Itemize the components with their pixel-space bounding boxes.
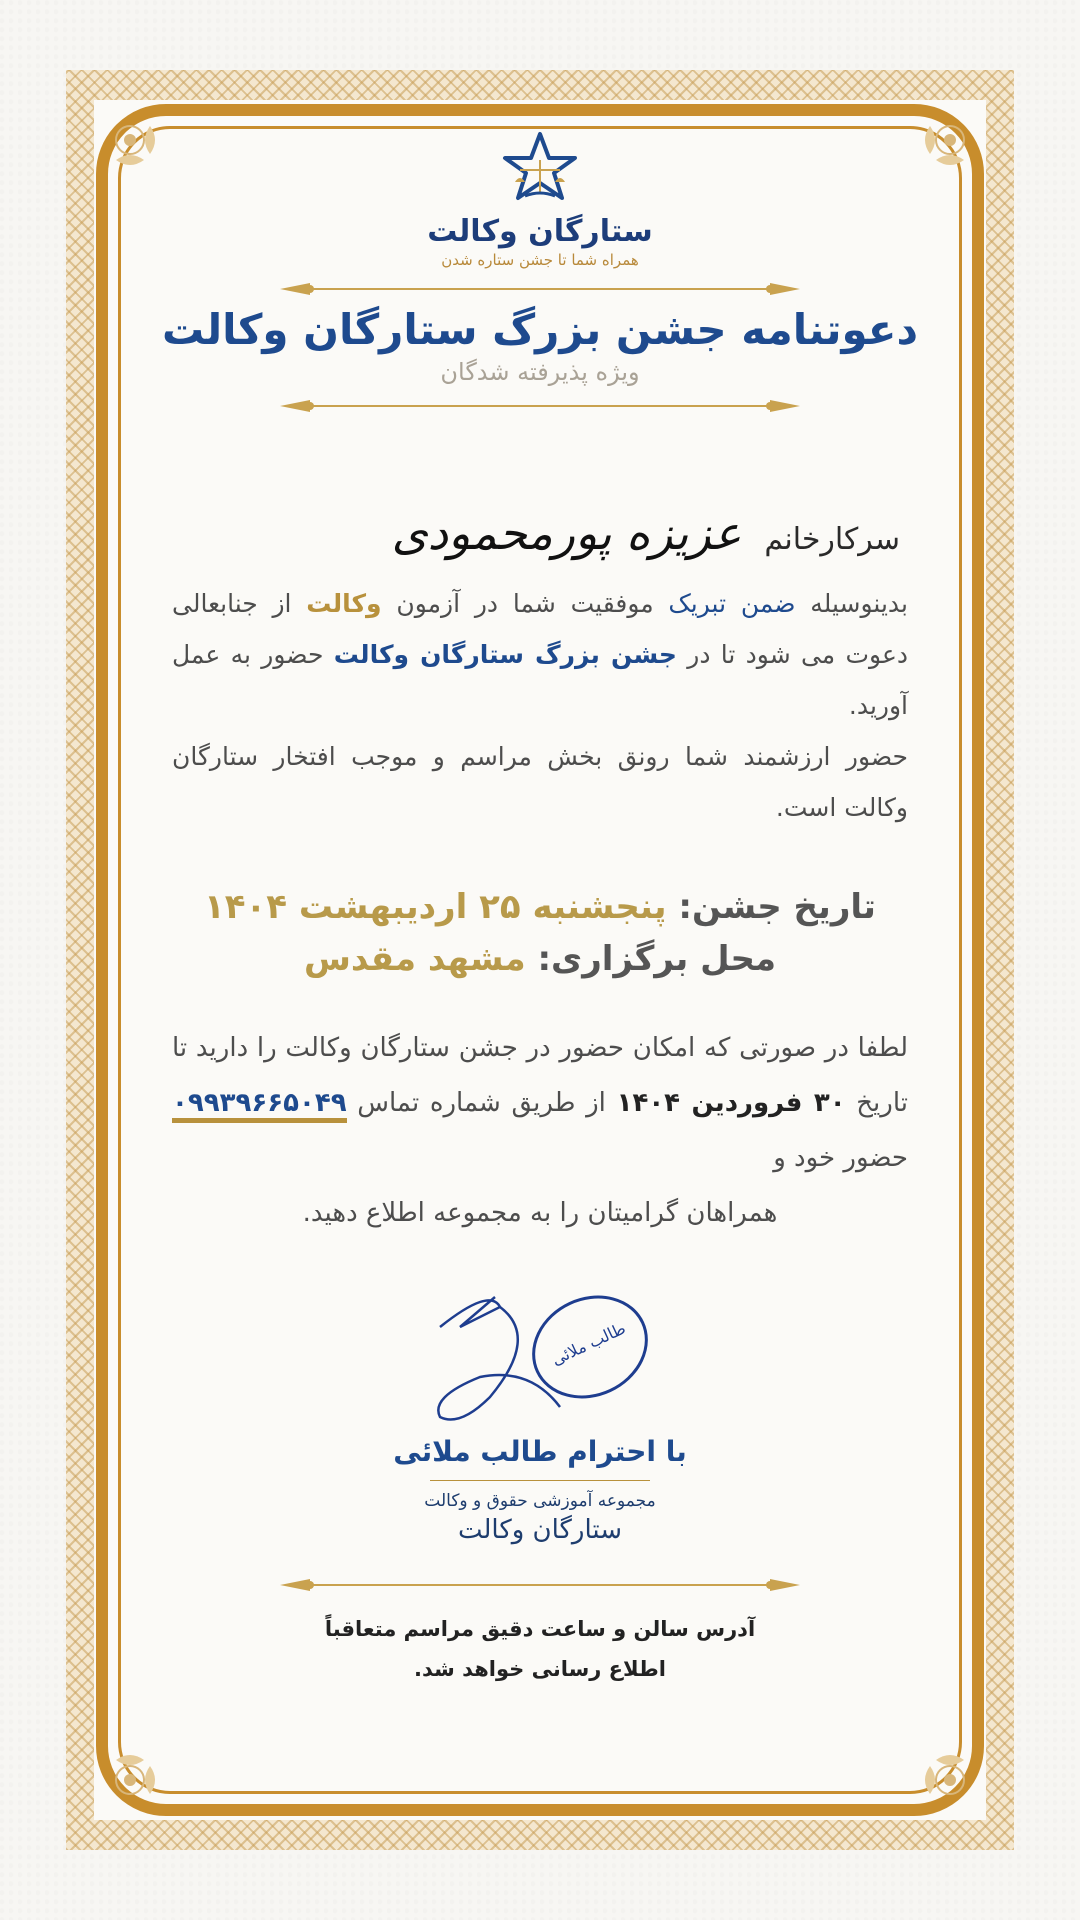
event-details (160, 881, 920, 985)
brand-name: ستارگان وکالت (427, 214, 653, 249)
event-place: محل برگزاری: مشهد مقدس (303, 939, 777, 979)
signature-stamp (420, 1277, 660, 1427)
event-date: تاریخ جشن: پنجشنبه ۲۵ اردیبهشت ۱۴۰۴ (204, 887, 876, 927)
event-name-highlight: جشن بزرگ ستارگان وکالت (333, 640, 677, 669)
footer-note: آدرس سالن و ساعت دقیق مراسم متعاقباً اطلاع رسانی خواهد شد. (324, 1617, 756, 1681)
signer-name: با احترام طالب ملائی (393, 1435, 687, 1468)
recipient-name: عزیزه پورمحمودی (391, 506, 742, 560)
invitation-title: دعوتنامه جشن بزرگ ستارگان وکالت (161, 305, 919, 354)
invitation-body: بدینوسیله ضمن تبریک موفقیت شما در آزمون وکالت از جنابعالی دعوت می شود تا در جشن بزرگ ستارگان وکالت حضور به عمل آورید. حضور ارزشمند شما رونق بخش مراسم و موجب افتخار ستارگان وکالت است. (172, 589, 908, 822)
signature-divider (430, 1480, 650, 1481)
brand-block (160, 130, 920, 269)
vekalat-highlight: وکالت (306, 589, 382, 618)
star-scales-logo-icon (495, 130, 585, 208)
invitation-subtitle: ویژه پذیرفته شدگان (440, 358, 640, 386)
organization-line-2: ستارگان وکالت (457, 1515, 623, 1545)
organization-line-1: مجموعه آموزشی حقوق و وکالت (424, 1491, 656, 1511)
corner-ornament-icon (110, 1720, 190, 1800)
body-paragraph-2: حضور ارزشمند شما رونق بخش مراسم و موجب افتخار ستارگان وکالت است. (172, 742, 908, 822)
ornamental-divider-icon (280, 279, 800, 299)
rsvp-text: لطفا در صورتی که امکان حضور در جشن ستارگان وکالت را دارید تا تاریخ ۳۰ فروردین ۱۴۰۴ از طریق شماره تماس ۰۹۹۳۹۶۶۵۰۴۹ حضور خود و همراهان گرامیتان را به مجموعه اطلاع دهید. (172, 1033, 909, 1228)
brand-tagline: همراه شما تا جشن ستاره شدن (441, 251, 639, 269)
congrats-highlight: ضمن تبریک (668, 589, 796, 618)
phone-number[interactable]: ۰۹۹۳۹۶۶۵۰۴۹ (172, 1088, 347, 1123)
corner-ornament-icon (890, 1720, 970, 1800)
salutation (160, 506, 920, 560)
svg-text:طالب ملائی: طالب ملائی (548, 1318, 629, 1370)
ornamental-divider-icon (280, 396, 800, 416)
rsvp-deadline: ۳۰ فروردین ۱۴۰۴ (616, 1088, 846, 1118)
honorific: سرکارخانم (764, 522, 900, 557)
ornamental-divider-icon (280, 1575, 800, 1595)
